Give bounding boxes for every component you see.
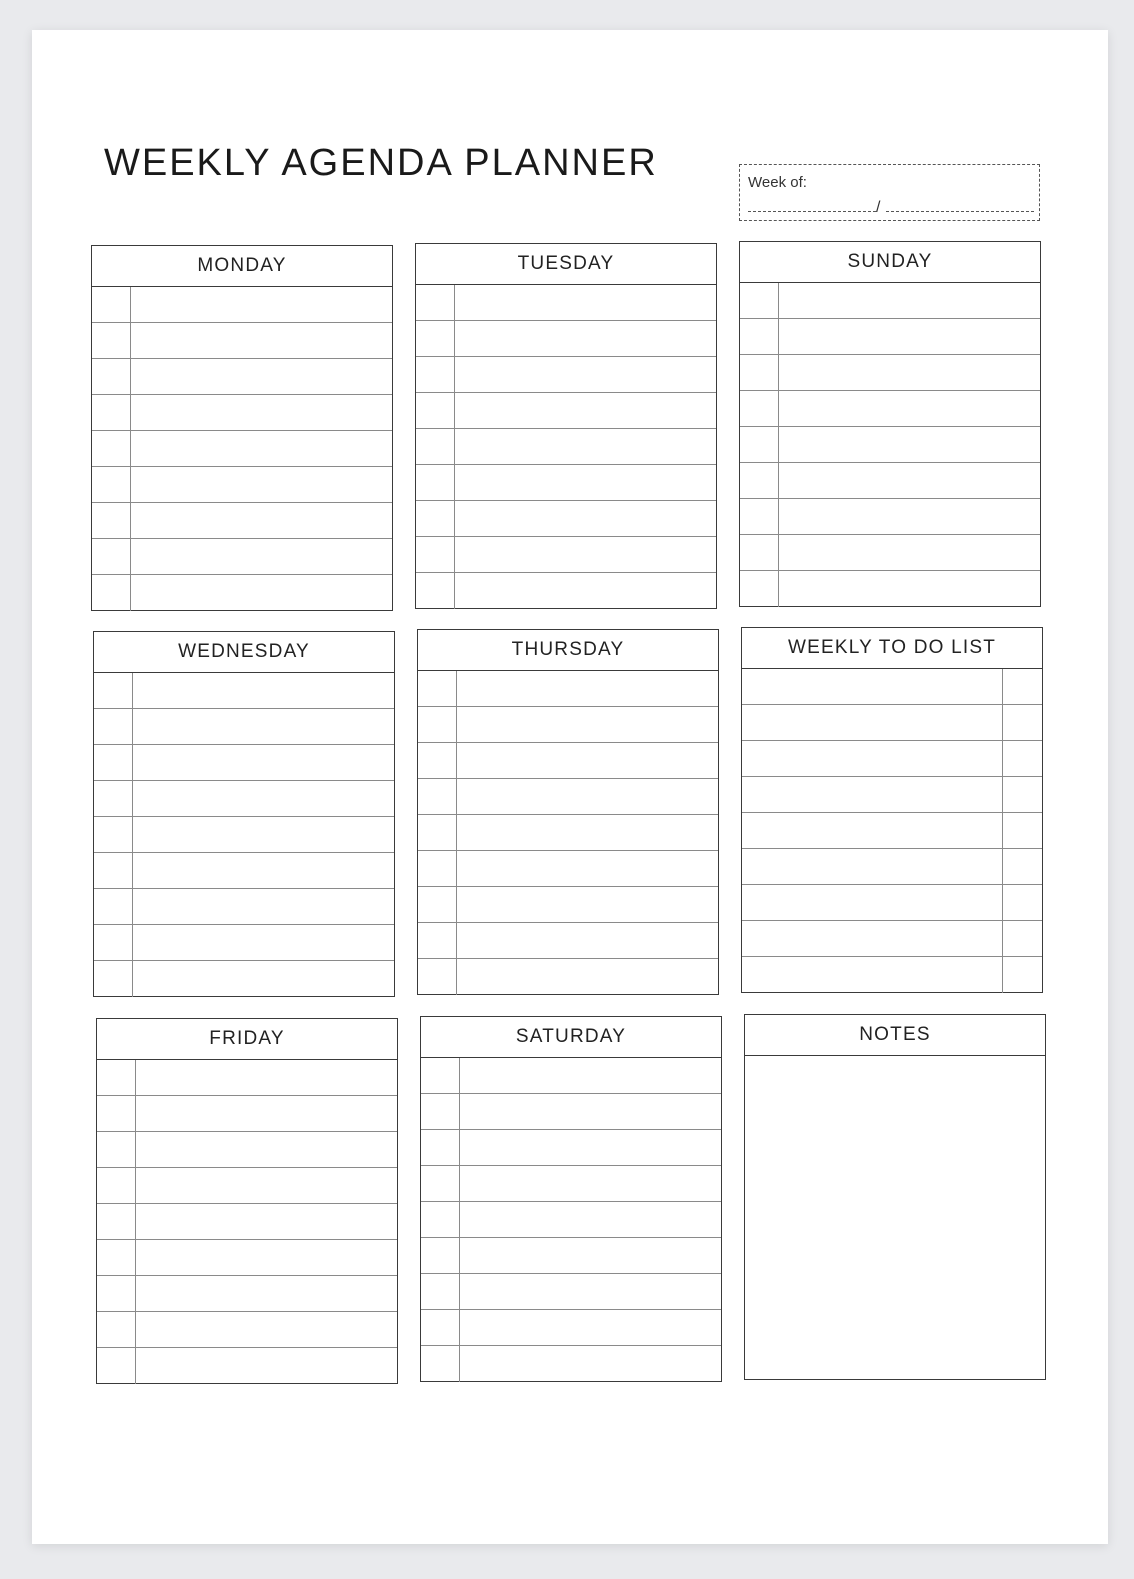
entry-text-cell[interactable] [131, 467, 392, 502]
entry-row[interactable] [418, 707, 718, 743]
entry-text-cell[interactable] [133, 853, 394, 888]
time-cell[interactable] [418, 815, 457, 850]
entry-text-cell[interactable] [460, 1310, 721, 1345]
entry-row[interactable] [97, 1348, 397, 1384]
monday-section [91, 245, 393, 611]
entry-text-cell[interactable] [460, 1058, 721, 1093]
entry-row[interactable] [97, 1240, 397, 1276]
entry-row[interactable] [97, 1060, 397, 1096]
entry-row[interactable] [97, 1168, 397, 1204]
entry-row[interactable] [418, 959, 718, 995]
entry-row[interactable] [92, 431, 392, 467]
entry-text-cell[interactable] [460, 1274, 721, 1309]
time-cell[interactable] [92, 575, 131, 611]
entry-row[interactable] [92, 575, 392, 611]
entry-row[interactable] [740, 463, 1040, 499]
entry-row[interactable] [421, 1166, 721, 1202]
time-cell[interactable] [94, 745, 133, 780]
todo-row[interactable] [742, 705, 1042, 741]
entry-text-cell[interactable] [460, 1094, 721, 1129]
entry-text-cell[interactable] [136, 1312, 397, 1347]
week-of-line-end [886, 211, 1034, 212]
entry-row[interactable] [740, 571, 1040, 607]
time-cell[interactable] [94, 817, 133, 852]
entry-row[interactable] [740, 499, 1040, 535]
time-cell[interactable] [92, 395, 131, 430]
time-cell[interactable] [97, 1168, 136, 1203]
entry-text-cell[interactable] [455, 321, 716, 356]
entry-text-cell[interactable] [455, 393, 716, 428]
time-cell[interactable] [416, 285, 455, 320]
entry-row[interactable] [416, 393, 716, 429]
entry-row[interactable] [740, 319, 1040, 355]
time-cell[interactable] [418, 671, 457, 706]
entry-row[interactable] [421, 1094, 721, 1130]
entry-text-cell[interactable] [131, 359, 392, 394]
week-of-label: Week of: [748, 174, 807, 191]
entry-rows [418, 671, 718, 993]
time-cell[interactable] [97, 1240, 136, 1275]
entry-row[interactable] [740, 391, 1040, 427]
entry-text-cell[interactable] [779, 355, 1040, 390]
entry-text-cell[interactable] [457, 707, 718, 742]
entry-text-cell[interactable] [779, 571, 1040, 607]
time-cell[interactable] [740, 355, 779, 390]
time-cell[interactable] [740, 463, 779, 498]
time-cell[interactable] [418, 959, 457, 995]
entry-row[interactable] [416, 285, 716, 321]
time-cell[interactable] [418, 779, 457, 814]
entry-row[interactable] [740, 283, 1040, 319]
entry-row[interactable] [92, 539, 392, 575]
todo-check-cell[interactable] [1003, 813, 1042, 848]
entry-text-cell[interactable] [457, 959, 718, 995]
time-cell[interactable] [97, 1276, 136, 1311]
entry-text-cell[interactable] [455, 465, 716, 500]
entry-text-cell[interactable] [455, 357, 716, 392]
entry-text-cell[interactable] [779, 319, 1040, 354]
time-cell[interactable] [740, 283, 779, 318]
entry-row[interactable] [416, 501, 716, 537]
entry-row[interactable] [421, 1310, 721, 1346]
entry-row[interactable] [421, 1238, 721, 1274]
entry-text-cell[interactable] [460, 1130, 721, 1165]
time-cell[interactable] [740, 427, 779, 462]
saturday-section [420, 1016, 722, 1382]
time-cell[interactable] [97, 1348, 136, 1384]
entry-text-cell[interactable] [779, 391, 1040, 426]
time-cell[interactable] [421, 1058, 460, 1093]
todo-row[interactable] [742, 885, 1042, 921]
time-cell[interactable] [94, 961, 133, 997]
entry-row[interactable] [94, 673, 394, 709]
time-cell[interactable] [94, 925, 133, 960]
entry-row[interactable] [418, 923, 718, 959]
friday-section [96, 1018, 398, 1384]
entry-text-cell[interactable] [133, 961, 394, 997]
entry-text-cell[interactable] [460, 1346, 721, 1382]
todo-row[interactable] [742, 669, 1042, 705]
entry-text-cell[interactable] [460, 1166, 721, 1201]
entry-text-cell[interactable] [131, 395, 392, 430]
time-cell[interactable] [740, 499, 779, 534]
todo-text-cell[interactable] [742, 813, 1003, 848]
section-title: NOTES [745, 1015, 1045, 1056]
todo-row[interactable] [742, 921, 1042, 957]
entry-row[interactable] [94, 781, 394, 817]
entry-text-cell[interactable] [457, 779, 718, 814]
entry-text-cell[interactable] [779, 283, 1040, 318]
entry-row[interactable] [418, 815, 718, 851]
time-cell[interactable] [94, 853, 133, 888]
todo-check-cell[interactable] [1003, 957, 1042, 993]
entry-row[interactable] [97, 1276, 397, 1312]
notes-section [744, 1014, 1046, 1380]
entry-row[interactable] [421, 1346, 721, 1382]
todo-check-cell[interactable] [1003, 777, 1042, 812]
time-cell[interactable] [421, 1346, 460, 1382]
entry-row[interactable] [92, 287, 392, 323]
entry-row[interactable] [416, 465, 716, 501]
entry-text-cell[interactable] [133, 745, 394, 780]
section-title: WEEKLY TO DO LIST [742, 628, 1042, 669]
entry-text-cell[interactable] [133, 709, 394, 744]
entry-row[interactable] [421, 1202, 721, 1238]
section-title: SUNDAY [740, 242, 1040, 283]
todo-text-cell[interactable] [742, 921, 1003, 956]
entry-row[interactable] [92, 503, 392, 539]
entry-row[interactable] [416, 429, 716, 465]
todo-rows [742, 669, 1042, 991]
entry-row[interactable] [97, 1096, 397, 1132]
entry-row[interactable] [418, 887, 718, 923]
entry-row[interactable] [94, 709, 394, 745]
page-title: WEEKLY AGENDA PLANNER [104, 142, 658, 184]
time-cell[interactable] [418, 887, 457, 922]
entry-text-cell[interactable] [136, 1132, 397, 1167]
time-cell[interactable] [421, 1238, 460, 1273]
time-cell[interactable] [740, 391, 779, 426]
entry-text-cell[interactable] [457, 743, 718, 778]
time-cell[interactable] [421, 1166, 460, 1201]
todo-row[interactable] [742, 777, 1042, 813]
time-cell[interactable] [740, 319, 779, 354]
section-title: TUESDAY [416, 244, 716, 285]
time-cell[interactable] [421, 1130, 460, 1165]
entry-text-cell[interactable] [131, 431, 392, 466]
entry-text-cell[interactable] [460, 1202, 721, 1237]
entry-row[interactable] [92, 323, 392, 359]
entry-row[interactable] [416, 573, 716, 609]
entry-rows [94, 673, 394, 995]
time-cell[interactable] [416, 573, 455, 609]
entry-text-cell[interactable] [131, 539, 392, 574]
entry-text-cell[interactable] [136, 1348, 397, 1384]
time-cell[interactable] [418, 923, 457, 958]
time-cell[interactable] [416, 393, 455, 428]
time-cell[interactable] [94, 889, 133, 924]
time-cell[interactable] [416, 537, 455, 572]
entry-row[interactable] [740, 355, 1040, 391]
time-cell[interactable] [92, 467, 131, 502]
time-cell[interactable] [94, 673, 133, 708]
entry-row[interactable] [94, 961, 394, 997]
entry-row[interactable] [416, 321, 716, 357]
entry-text-cell[interactable] [457, 815, 718, 850]
time-cell[interactable] [418, 851, 457, 886]
entry-text-cell[interactable] [133, 925, 394, 960]
entry-text-cell[interactable] [133, 781, 394, 816]
entry-text-cell[interactable] [460, 1238, 721, 1273]
entry-row[interactable] [418, 779, 718, 815]
entry-text-cell[interactable] [455, 429, 716, 464]
time-cell[interactable] [418, 743, 457, 778]
todo-text-cell[interactable] [742, 957, 1003, 993]
todo-text-cell[interactable] [742, 849, 1003, 884]
entry-row[interactable] [740, 535, 1040, 571]
todo-text-cell[interactable] [742, 777, 1003, 812]
sunday-section [739, 241, 1041, 607]
entry-rows [97, 1060, 397, 1382]
weekly-todo-section [741, 627, 1043, 993]
todo-check-cell[interactable] [1003, 741, 1042, 776]
time-cell[interactable] [740, 535, 779, 570]
time-cell[interactable] [92, 359, 131, 394]
entry-row[interactable] [94, 889, 394, 925]
todo-text-cell[interactable] [742, 885, 1003, 920]
time-cell[interactable] [94, 709, 133, 744]
time-cell[interactable] [92, 287, 131, 322]
todo-check-cell[interactable] [1003, 921, 1042, 956]
time-cell[interactable] [97, 1096, 136, 1131]
thursday-section [417, 629, 719, 995]
entry-row[interactable] [94, 925, 394, 961]
todo-text-cell[interactable] [742, 705, 1003, 740]
entry-row[interactable] [421, 1130, 721, 1166]
section-title: FRIDAY [97, 1019, 397, 1060]
wednesday-section [93, 631, 395, 997]
entry-text-cell[interactable] [455, 285, 716, 320]
entry-row[interactable] [740, 427, 1040, 463]
entry-text-cell[interactable] [133, 817, 394, 852]
entry-text-cell[interactable] [131, 575, 392, 611]
entry-row[interactable] [94, 853, 394, 889]
time-cell[interactable] [740, 571, 779, 607]
entry-text-cell[interactable] [136, 1240, 397, 1275]
entry-row[interactable] [418, 743, 718, 779]
week-of-separator: / [876, 199, 881, 216]
entry-rows [740, 283, 1040, 605]
entry-row[interactable] [97, 1312, 397, 1348]
entry-text-cell[interactable] [136, 1060, 397, 1095]
section-title: THURSDAY [418, 630, 718, 671]
todo-row[interactable] [742, 849, 1042, 885]
time-cell[interactable] [97, 1060, 136, 1095]
entry-rows [92, 287, 392, 609]
entry-text-cell[interactable] [131, 323, 392, 358]
section-title: SATURDAY [421, 1017, 721, 1058]
time-cell[interactable] [421, 1202, 460, 1237]
entry-row[interactable] [97, 1132, 397, 1168]
todo-row[interactable] [742, 741, 1042, 777]
todo-check-cell[interactable] [1003, 669, 1042, 704]
entry-row[interactable] [97, 1204, 397, 1240]
entry-text-cell[interactable] [133, 889, 394, 924]
entry-row[interactable] [418, 851, 718, 887]
entry-rows [416, 285, 716, 607]
section-title: WEDNESDAY [94, 632, 394, 673]
entry-text-cell[interactable] [457, 671, 718, 706]
entry-text-cell[interactable] [133, 673, 394, 708]
entry-text-cell[interactable] [457, 851, 718, 886]
entry-row[interactable] [94, 817, 394, 853]
entry-text-cell[interactable] [455, 501, 716, 536]
entry-text-cell[interactable] [457, 923, 718, 958]
entry-row[interactable] [94, 745, 394, 781]
entry-text-cell[interactable] [455, 573, 716, 609]
entry-row[interactable] [418, 671, 718, 707]
todo-check-cell[interactable] [1003, 885, 1042, 920]
time-cell[interactable] [416, 357, 455, 392]
todo-check-cell[interactable] [1003, 849, 1042, 884]
entry-row[interactable] [421, 1058, 721, 1094]
entry-row[interactable] [421, 1274, 721, 1310]
entry-text-cell[interactable] [779, 463, 1040, 498]
time-cell[interactable] [92, 431, 131, 466]
entry-row[interactable] [416, 537, 716, 573]
time-cell[interactable] [416, 501, 455, 536]
entry-row[interactable] [92, 467, 392, 503]
entry-text-cell[interactable] [136, 1096, 397, 1131]
todo-row[interactable] [742, 813, 1042, 849]
tuesday-section [415, 243, 717, 609]
entry-rows [421, 1058, 721, 1380]
entry-text-cell[interactable] [131, 287, 392, 322]
entry-text-cell[interactable] [131, 503, 392, 538]
time-cell[interactable] [97, 1132, 136, 1167]
time-cell[interactable] [94, 781, 133, 816]
time-cell[interactable] [416, 465, 455, 500]
time-cell[interactable] [421, 1310, 460, 1345]
time-cell[interactable] [416, 321, 455, 356]
time-cell[interactable] [92, 323, 131, 358]
time-cell[interactable] [97, 1204, 136, 1239]
time-cell[interactable] [416, 429, 455, 464]
entry-text-cell[interactable] [136, 1168, 397, 1203]
entry-text-cell[interactable] [136, 1204, 397, 1239]
entry-text-cell[interactable] [457, 887, 718, 922]
entry-text-cell[interactable] [779, 427, 1040, 462]
entry-row[interactable] [416, 357, 716, 393]
todo-text-cell[interactable] [742, 741, 1003, 776]
section-title: MONDAY [92, 246, 392, 287]
todo-row[interactable] [742, 957, 1042, 993]
time-cell[interactable] [92, 539, 131, 574]
time-cell[interactable] [418, 707, 457, 742]
todo-check-cell[interactable] [1003, 705, 1042, 740]
notes-area[interactable] [745, 1056, 1045, 1378]
time-cell[interactable] [97, 1312, 136, 1347]
entry-text-cell[interactable] [136, 1276, 397, 1311]
entry-row[interactable] [92, 359, 392, 395]
entry-text-cell[interactable] [779, 499, 1040, 534]
time-cell[interactable] [421, 1274, 460, 1309]
time-cell[interactable] [92, 503, 131, 538]
entry-text-cell[interactable] [455, 537, 716, 572]
week-of-line-start [748, 211, 876, 212]
entry-row[interactable] [92, 395, 392, 431]
week-of-field[interactable] [739, 164, 1040, 221]
entry-text-cell[interactable] [779, 535, 1040, 570]
time-cell[interactable] [421, 1094, 460, 1129]
todo-text-cell[interactable] [742, 669, 1003, 704]
